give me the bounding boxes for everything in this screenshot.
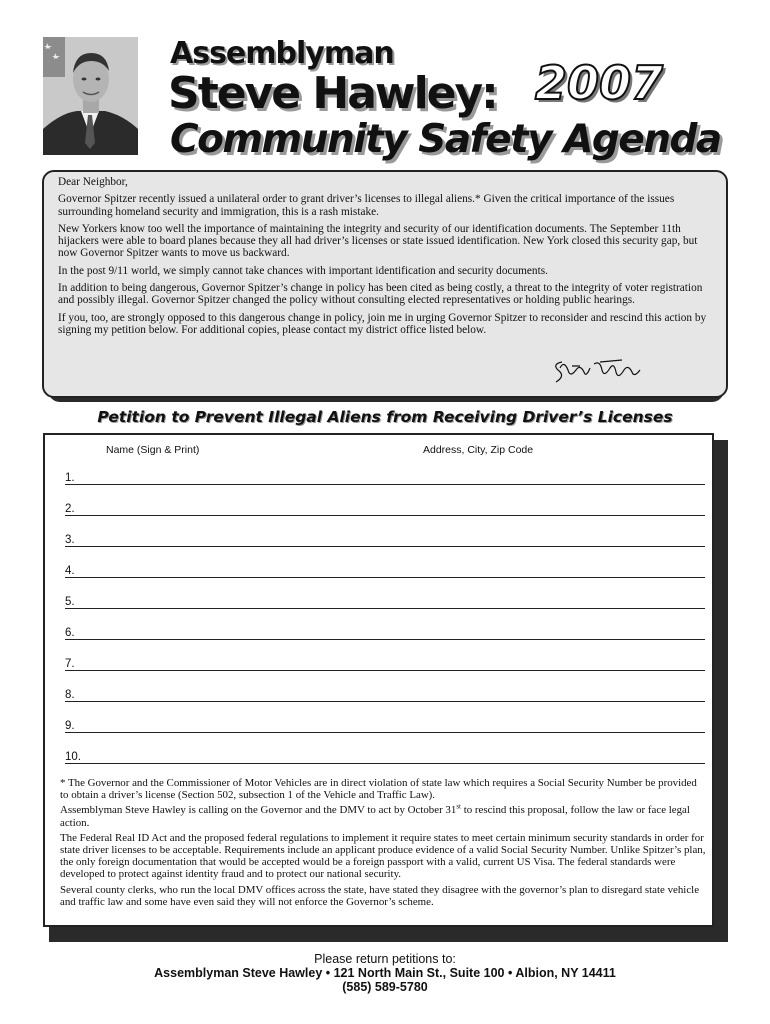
footnote: Several county clerks, who run the local DMV offices across the state, have stated they disagree with the governor’s plan to disregard state vehicle and traffic law and some have even said they will not enforce the Governor’s scheme. xyxy=(60,883,700,908)
row-number: 8. xyxy=(65,689,75,701)
header-year: 2007 xyxy=(535,56,664,110)
letter-paragraph: If you, too, are strongly opposed to this dangerous change in policy, join me in urging Governor Spitzer to reconsider and rescind this action by signing my petition below. For additional copies, please contact my district office listed below. xyxy=(58,311,707,336)
letter-box xyxy=(42,170,728,398)
row-number: 9. xyxy=(65,720,75,732)
row-number: 7. xyxy=(65,658,75,670)
row-number: 10. xyxy=(65,751,81,763)
petition-title: Petition to Prevent Illegal Aliens from Receiving Driver’s Licenses xyxy=(97,408,673,426)
row-number: 6. xyxy=(65,627,75,639)
signature-line[interactable] xyxy=(65,499,705,516)
footnote: The Federal Real ID Act and the proposed federal regulations to implement it require states to meet certain minimum security standards in order for state driver licenses to be acceptable. Requirements include an applicant produce evidence of a valid Social Security Number. Unlike Spitzer’s plan, the only foreign documentation that would be accepted would be a foreign passport with a valid, current US Visa. The federal standards were developed to protect against identity fraud and to protect our national security. xyxy=(60,831,706,881)
footnote: * The Governor and the Commissioner of Motor Vehicles are in direct violation of state law which requires a Social Security Number be provided to obtain a driver’s license (Section 502, subsection 1 of the Vehicle and Traffic Law). xyxy=(60,777,697,802)
column-header-address: Address, City, Zip Code xyxy=(423,444,534,456)
header-assemblyman: Assemblyman xyxy=(170,36,394,71)
signature-line[interactable] xyxy=(65,747,705,764)
header-agenda-title: Community Safety Agenda xyxy=(170,117,721,162)
signature-line[interactable] xyxy=(65,654,705,671)
petition-form xyxy=(43,433,714,927)
letter-paragraph: New Yorkers know too well the importance of maintaining the integrity and security of our identification documents. The September 11th hijackers were able to board planes because they all had driver’s licenses or state issued identification. New York closed this security gap, but now Governor Spitzer wants to move us backward. xyxy=(58,222,698,260)
footnote-text: to rescind this proposal, follow the law or face legal action. xyxy=(60,804,690,829)
signature-line[interactable] xyxy=(65,623,705,640)
row-number: 2. xyxy=(65,503,75,515)
signature-line[interactable] xyxy=(65,468,705,485)
signature-line[interactable] xyxy=(65,561,705,578)
signature-image xyxy=(550,356,646,386)
row-number: 3. xyxy=(65,534,75,546)
signature-line[interactable] xyxy=(65,592,705,609)
letter-paragraph: In the post 9/11 world, we simply cannot take chances with important identification and security documents. xyxy=(58,264,548,277)
signature-line[interactable] xyxy=(65,685,705,702)
ordinal-suffix: st xyxy=(456,802,461,811)
letter-greeting: Dear Neighbor, xyxy=(58,176,128,188)
signature-line[interactable] xyxy=(65,530,705,547)
return-label: Please return petitions to: xyxy=(314,952,456,966)
header-name: Steve Hawley: xyxy=(168,68,497,119)
footnote-text: Assemblyman Steve Hawley is calling on the Governor and the DMV to act by October 31 xyxy=(60,804,457,817)
row-number: 1. xyxy=(65,472,75,484)
portrait-photo xyxy=(43,37,138,155)
column-header-name: Name (Sign & Print) xyxy=(106,444,200,456)
return-address xyxy=(0,952,770,994)
signature-line[interactable] xyxy=(65,716,705,733)
letter-paragraph: In addition to being dangerous, Governor Spitzer’s change in policy has been cited as being costly, a threat to the integrity of voter registration and possibly illegal. Governor Spitzer changed the policy without consulting elected representatives or holding public hearings. xyxy=(58,282,703,307)
office-phone: (585) 589-5780 xyxy=(342,980,428,994)
footnotes xyxy=(60,777,706,911)
row-number: 4. xyxy=(65,565,75,577)
letter-paragraph: Governor Spitzer recently issued a unilateral order to grant driver’s licenses to illegal aliens.* Given the critical importance of the issues surrounding homeland security and immigration, this is a rash mistake. xyxy=(58,193,675,218)
row-number: 5. xyxy=(65,596,75,608)
footnote xyxy=(60,804,706,828)
office-address: Assemblyman Steve Hawley • 121 North Main St., Suite 100 • Albion, NY 14411 xyxy=(154,966,616,980)
